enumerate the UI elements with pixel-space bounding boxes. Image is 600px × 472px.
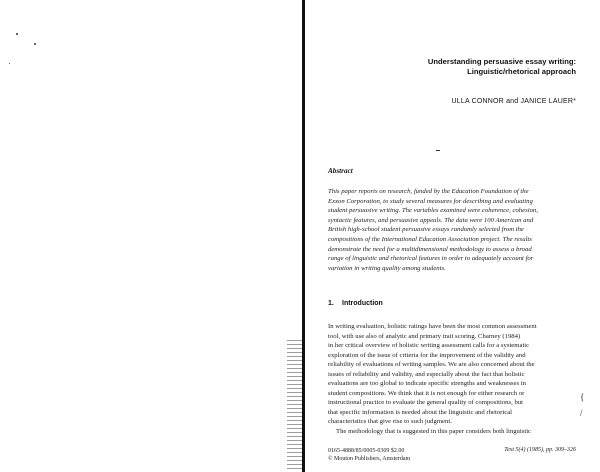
abstract-body bbox=[328, 187, 576, 273]
text-line: student persuasive writing. The variables examined were coherence, cohesion, bbox=[328, 207, 538, 215]
scan-speck bbox=[16, 33, 18, 35]
section-title: Introduction bbox=[342, 300, 383, 307]
text-line: that specific information is needed about the linguistic and rhetorical bbox=[328, 408, 513, 416]
abstract-heading: Abstract bbox=[328, 167, 353, 175]
text-line: issues of reliability and validity, and especially about the fact that holistic bbox=[328, 370, 525, 378]
text-line: Exxon Corporation, to study several measures for describing and evaluating bbox=[328, 197, 533, 205]
text-line: In writing evaluation, holistic ratings have been the most common assessment bbox=[328, 323, 537, 330]
scan-artifact bbox=[287, 340, 303, 472]
scan-speck bbox=[9, 63, 10, 64]
text-line: instructional practice to evaluate the general quality of compositions, but bbox=[328, 399, 523, 407]
section-heading bbox=[328, 300, 383, 307]
text-line: reliability of evaluations of writing samples. We are also concerned about the bbox=[328, 361, 535, 369]
issn-line: 0165-4888/85/0005-0309 $2.00 bbox=[328, 448, 405, 454]
text-line: This paper reports on research, funded by the Education Foundation of the bbox=[328, 188, 529, 195]
margin-annotation-slash: / bbox=[580, 408, 583, 418]
scan-speck bbox=[34, 43, 36, 45]
copyright-line: © Mouton Publishers, Amsterdam bbox=[328, 456, 411, 462]
text-line: British high-school student persuasive essays randomly selected from the bbox=[328, 226, 524, 234]
margin-annotation-brace: { bbox=[580, 392, 585, 402]
text-line: tool, with use also of analytic and primary trait scoring. Charney (1984) bbox=[328, 332, 521, 340]
text-line: syntactic features, and persuasive appeals. The data were 100 American and bbox=[328, 216, 534, 224]
text-line: student compositions. We think that it is not enough for either research or bbox=[328, 389, 525, 397]
section-number: 1. bbox=[328, 300, 334, 307]
article-title-line-1: Understanding persuasive essay writing: bbox=[427, 57, 576, 66]
introduction-body bbox=[328, 322, 578, 437]
text-line: evaluations are too global to indicate specific strengths and weaknesses in bbox=[328, 380, 526, 388]
text-line: variation in writing quality among students. bbox=[328, 264, 446, 272]
publisher-info bbox=[328, 447, 410, 463]
article-title-line-2: Linguistic/rhetorical approach bbox=[467, 67, 576, 76]
text-line: in her critical overview of holistic writing assessment calls for a systematic bbox=[328, 342, 530, 350]
text-line: compositions of the International Education Association project. The results bbox=[328, 235, 532, 243]
journal-citation: Text 5(4) (1985), pp. 309–326 bbox=[504, 447, 576, 453]
text-line: The methodology that is suggested in this paper considers both linguistic bbox=[336, 428, 532, 436]
text-line: demonstrate the need for a multidimensional methodology to assess a broad bbox=[328, 245, 532, 253]
text-line: range of linguistic and rhetorical features in order to adequately account for bbox=[328, 255, 534, 263]
text-line: characteristics that give rise to such judgment. bbox=[328, 418, 452, 426]
separator-mark bbox=[436, 150, 440, 151]
article-authors: ULLA CONNOR and JANICE LAUER* bbox=[451, 98, 576, 105]
text-line: exploration of the issue of criteria for the improvement of the validity and bbox=[328, 351, 526, 359]
